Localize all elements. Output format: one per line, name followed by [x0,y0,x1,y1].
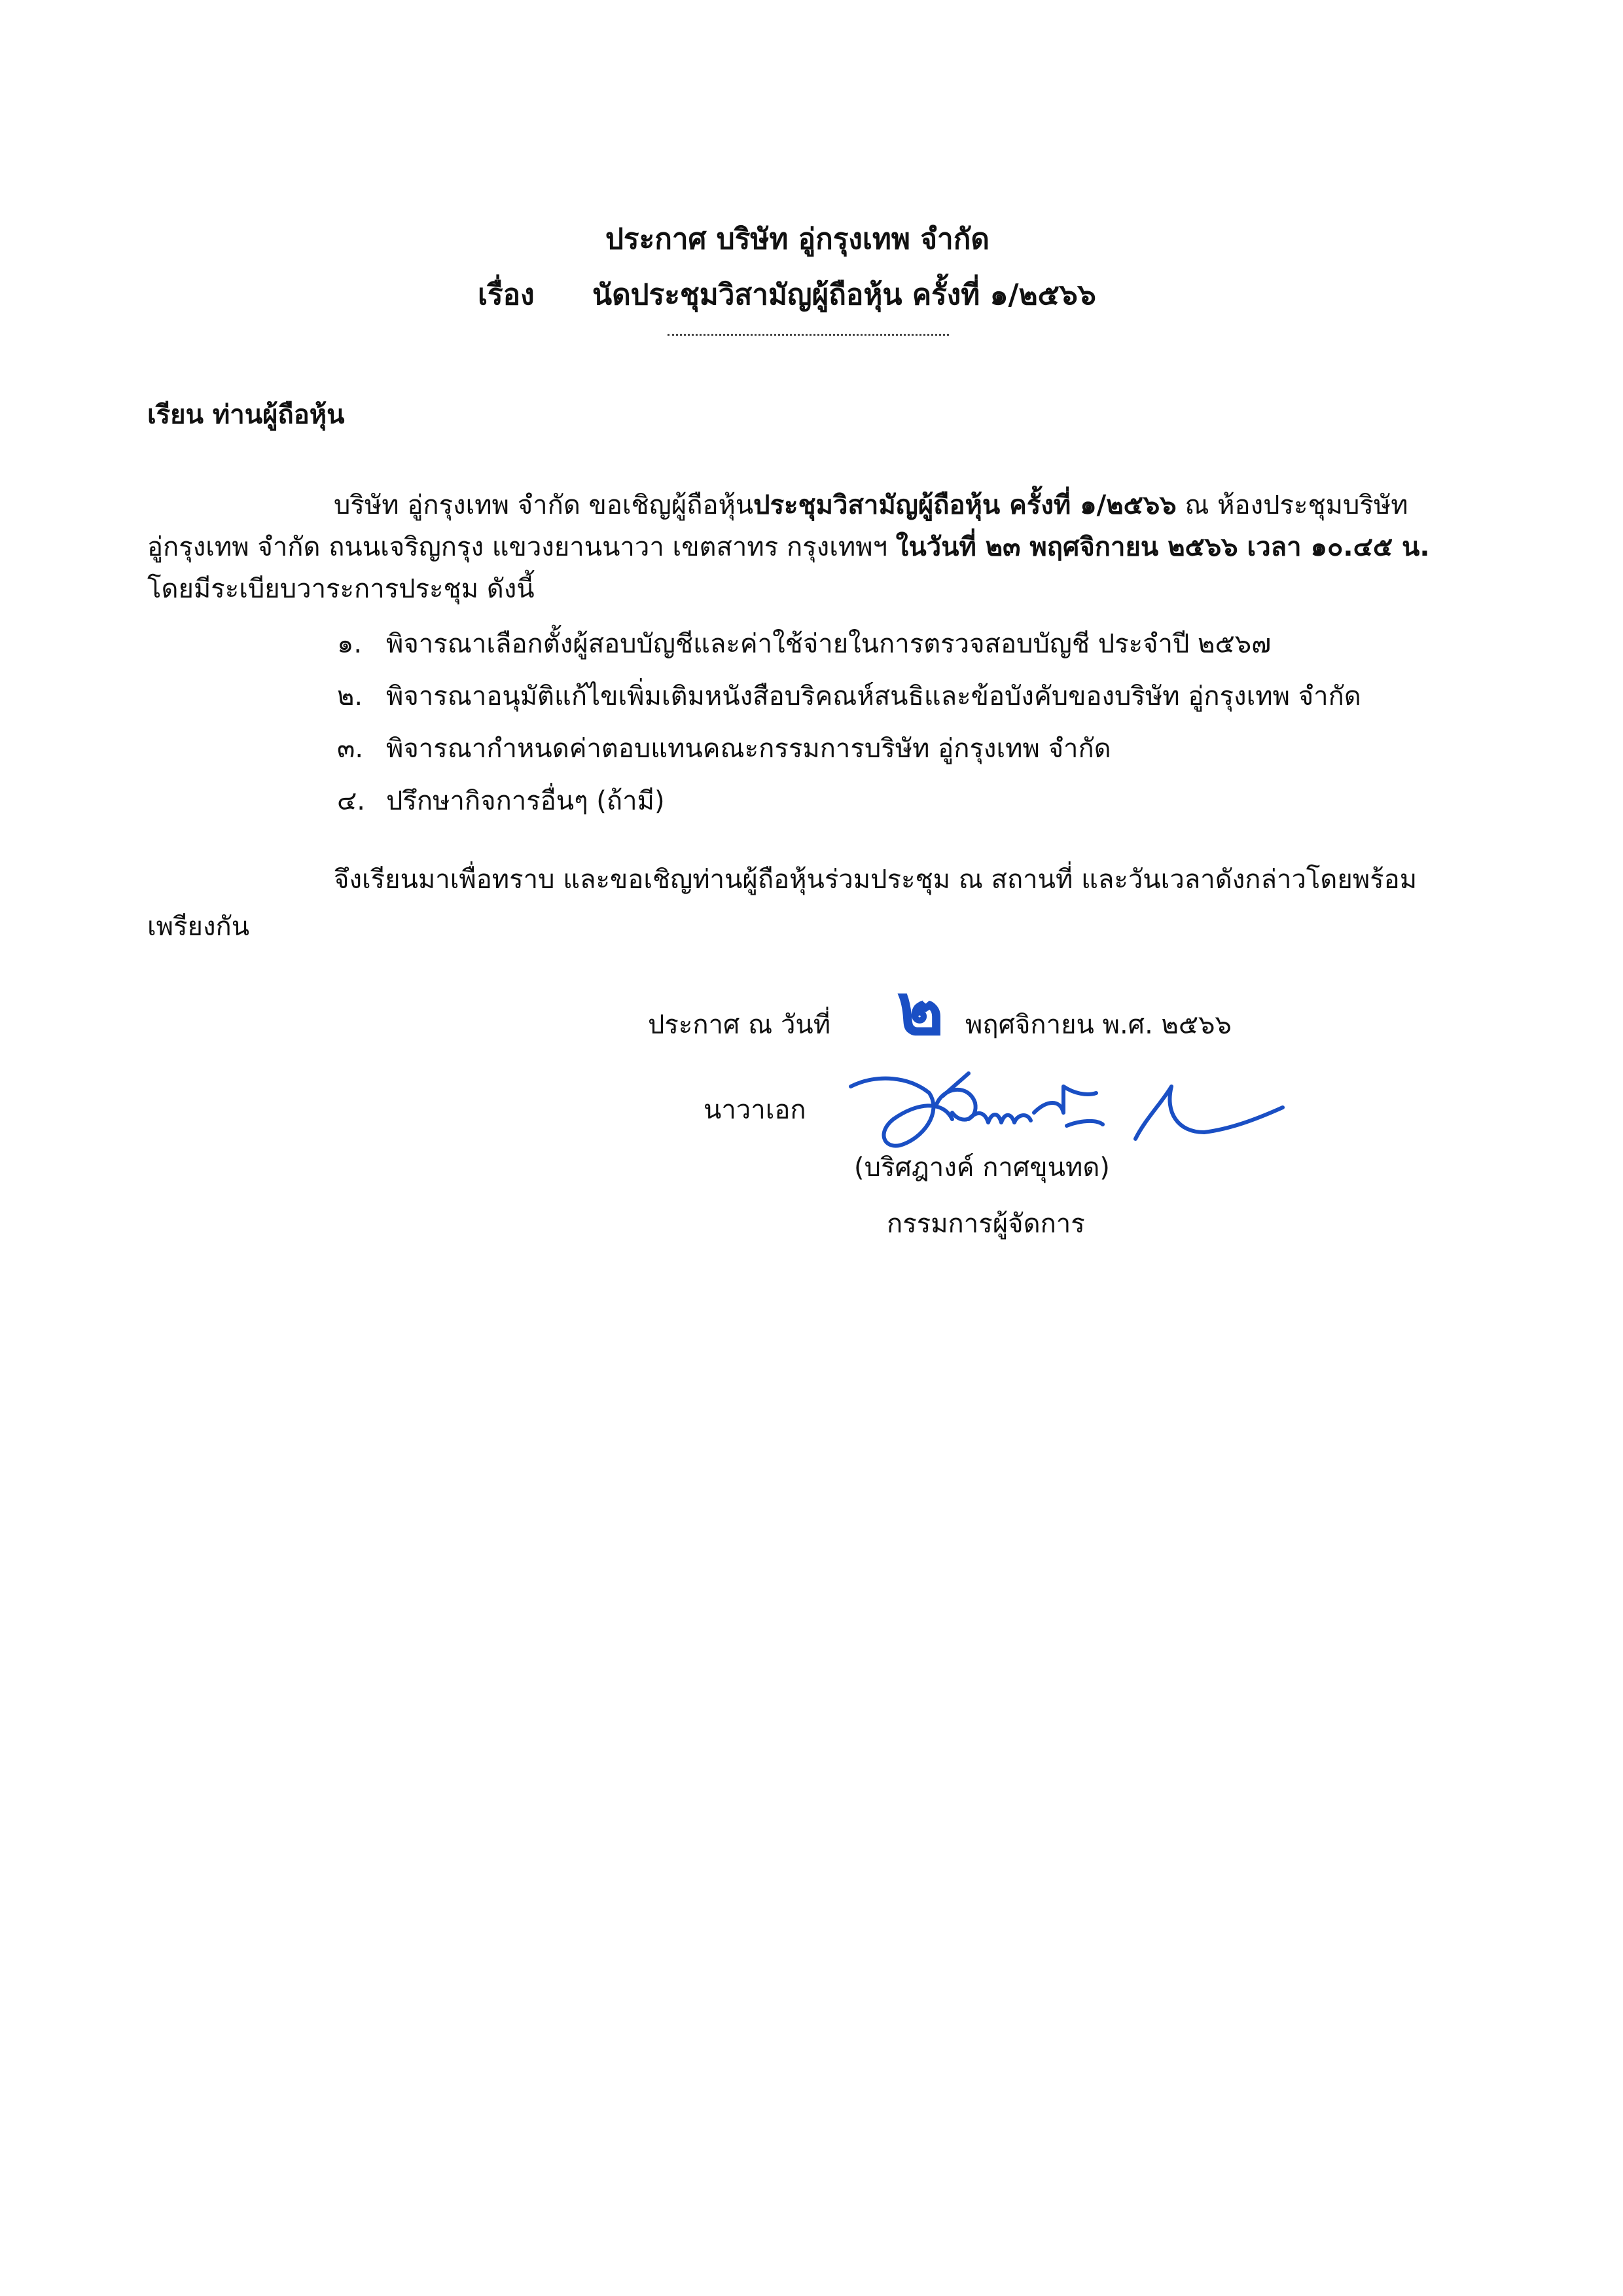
closing-line-2: เพรียงกัน [147,912,250,942]
agenda-text: ปรึกษากิจการอื่นๆ (ถ้ามี) [386,786,665,816]
salutation: เรียน ท่านผู้ถือหุ้น [147,400,345,430]
venue-text: อู่กรุงเทพ จำกัด ถนนเจริญกรุง แขวงยานนาวา เขตสาทร กรุงเทพฯ [147,532,896,562]
agenda-item [337,733,1111,764]
signatory-rank: นาวาเอก [704,1095,806,1125]
body-line-2 [147,531,1430,563]
closing-line-1: จึงเรียนมาเพื่อทราบ และขอเชิญท่านผู้ถือหุ้นร่วมประชุม ณ สถานที่ และวันเวลาดังกล่าวโดยพร้อม [334,865,1418,895]
signatory-name: (บริศฎางค์ กาศขุนทด) [854,1153,1110,1183]
agenda-number: ๓. [337,734,364,764]
agenda-text: พิจารณาเลือกตั้งผู้สอบบัญชีและค่าใช้จ่ายในการตรวจสอบบัญชี ประจำปี ๒๕๖๗ [386,629,1272,659]
agenda-number: ๑. [337,629,363,659]
announced-month-year: พฤศจิกายน พ.ศ. ๒๕๖๖ [965,1010,1232,1040]
agenda-intro: โดยมีระเบียบวาระการประชุม ดังนี้ [147,574,535,604]
handwritten-day: ๒ [897,967,944,1051]
body-line-1 [334,490,1408,521]
agenda-item [337,628,1271,660]
signatory-position: กรรมการผู้จัดการ [887,1209,1085,1239]
agenda-text: พิจารณากำหนดค่าตอบแทนคณะกรรมการบริษัท อู่กรุงเทพ จำกัด [386,734,1111,764]
agenda-item [337,785,665,817]
title-divider [668,334,949,336]
meeting-datetime: ในวันที่ ๒๓ พฤศจิกายน ๒๕๖๖ เวลา ๑๐.๔๕ น. [895,532,1430,562]
agenda-text: พิจารณาอนุมัติแก้ไขเพิ่มเติมหนังสือบริคณห์สนธิและข้อบังคับของบริษัท อู่กรุงเทพ จำกัด [386,681,1361,711]
agenda-item [337,681,1361,712]
meeting-name: ประชุมวิสามัญผู้ถือหุ้น ครั้งที่ ๑/๒๕๖๖ [753,490,1177,520]
subject-label: เรื่อง [478,278,535,312]
body-text: บริษัท อู่กรุงเทพ จำกัด ขอเชิญผู้ถือหุ้น [334,490,754,520]
agenda-number: ๔. [337,786,365,816]
subject-text: นัดประชุมวิสามัญผู้ถือหุ้น ครั้งที่ ๑/๒๕๖๖ [592,278,1096,312]
announcement-title: ประกาศ บริษัท อู่กรุงเทพ จำกัด [605,223,990,256]
body-text: ณ ห้องประชุมบริษัท [1176,490,1408,520]
agenda-number: ๒. [337,681,363,711]
announced-at-label: ประกาศ ณ วันที่ [648,1010,831,1040]
